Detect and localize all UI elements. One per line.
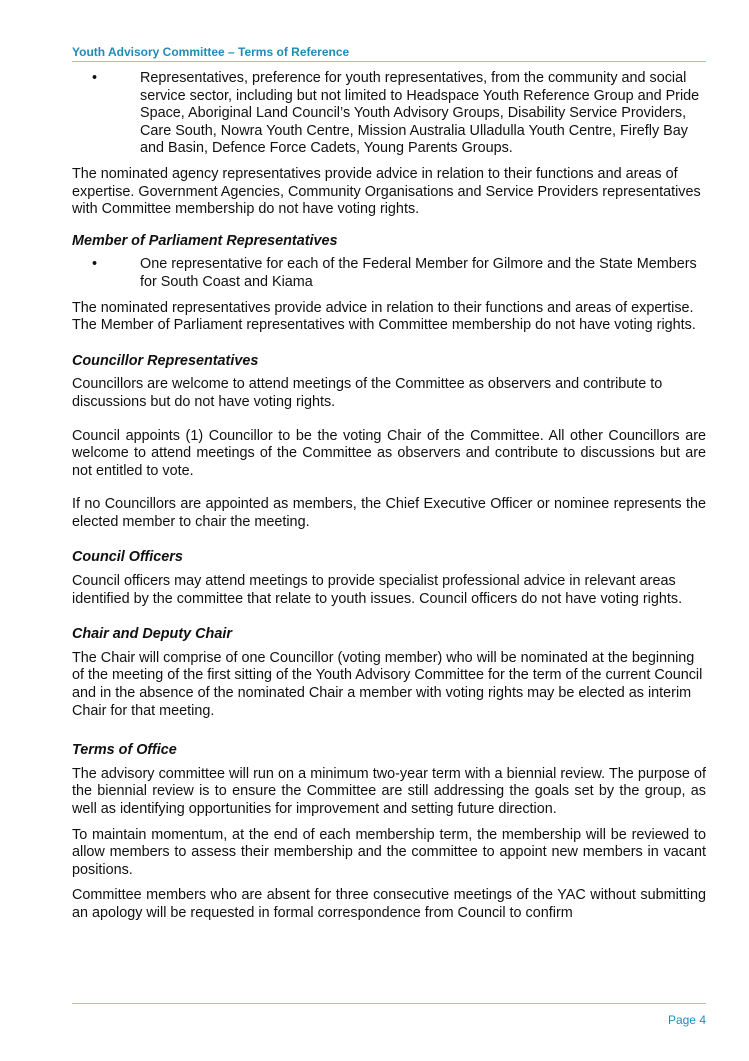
- section-heading-officers: Council Officers: [72, 549, 183, 566]
- paragraph-terms-1: The advisory committee will run on a minimum two-year term with a biennial review. The purpose of the biennial review is to ensure the Committee are still addressing the goals set by the group, as well as identifying opportunities for improvement and setting future direction.: [72, 765, 706, 817]
- paragraph-mp: The nominated representatives provide advice in relation to their functions and areas of expertise. The Member of Parliament representatives with Committee membership do not have voting rights.: [72, 299, 696, 334]
- bullet-item-mp: [72, 256, 706, 291]
- page-number: Page 4: [667, 1013, 706, 1027]
- paragraph-terms-3: Committee members who are absent for three consecutive meetings of the YAC without submitting an apology will be requested in formal correspondence from Council to confirm: [72, 887, 706, 921]
- section-heading-chair: Chair and Deputy Chair: [72, 626, 232, 643]
- document-header-title: Youth Advisory Committee – Terms of Reference: [72, 45, 350, 59]
- bullet-text: Representatives, preference for youth representatives, from the community and social service sector, including but not limited to Headspace Youth Reference Group and Pride Space, Aboriginal Land Council’s Youth Advisory Groups, Disability Service Providers, Care South, Nowra Youth Centre, Mission Australia Ulladulla Youth Centre, Firefly Bay and Basin, Defence Force Cadets, Young Parents Groups.: [140, 70, 700, 157]
- section-heading-mp: Member of Parliament Representatives: [72, 232, 338, 249]
- header-divider: [72, 61, 706, 62]
- paragraph-chair: The Chair will comprise of one Councillor (voting member) who will be nominated at the beginning of the meeting of the first sitting of the Youth Advisory Committee for the term of the current Council and in the absence of the nominated Chair a member with voting rights may be elected as interim Chair for that meeting.: [72, 649, 703, 719]
- section-heading-councillor: Councillor Representatives: [72, 352, 259, 369]
- paragraph-agency-representatives: The nominated agency representatives provide advice in relation to their functions and areas of expertise. Government Agencies, Community Organisations and Service Providers representatives with Committee membership do not have voting rights.: [72, 165, 701, 218]
- section-heading-terms: Terms of Office: [72, 742, 177, 759]
- bullet-icon: •: [92, 70, 98, 86]
- document-body: [72, 70, 706, 931]
- paragraph-councillor-1: Councillors are welcome to attend meetings of the Committee as observers and contribute to discussions but do not have voting rights.: [72, 376, 663, 410]
- paragraph-officers: Council officers may attend meetings to provide specialist professional advice in relevant areas identified by the committee that relate to youth issues. Council officers do not have voting rights.: [72, 573, 683, 607]
- bullet-text: One representative for each of the Federal Member for Gilmore and the State Members for South Coast and Kiama: [140, 256, 697, 290]
- bullet-item-representatives: [72, 70, 706, 158]
- bullet-icon: •: [92, 256, 98, 273]
- paragraph-terms-2: To maintain momentum, at the end of each membership term, the membership will be reviewed to allow members to assess their membership and the committee to appoint new members in vacant positions.: [72, 826, 706, 878]
- paragraph-councillor-3: If no Councillors are appointed as members, the Chief Executive Officer or nominee represents the elected member to chair the meeting.: [72, 496, 706, 530]
- footer-divider: [72, 1003, 706, 1004]
- paragraph-councillor-2: Council appoints (1) Councillor to be the voting Chair of the Committee. All other Councillors are welcome to attend meetings of the Committee as observers and contribute to discussions but are not entitled to vote.: [72, 427, 706, 479]
